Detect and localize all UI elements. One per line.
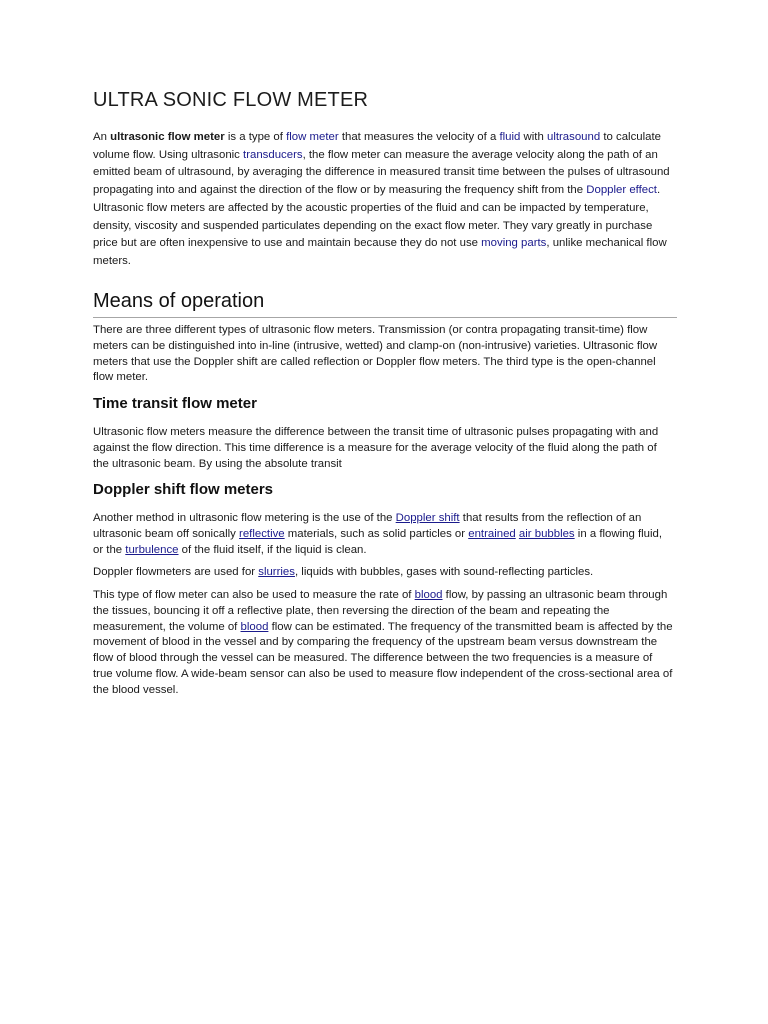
link-turbulence[interactable]: turbulence	[125, 543, 179, 556]
link-blood-2[interactable]: blood	[240, 620, 269, 633]
link-flow-meter[interactable]: flow meter	[286, 131, 339, 143]
link-blood[interactable]: blood	[414, 589, 443, 601]
link-entrained[interactable]: entrained	[468, 527, 516, 540]
page-title: ULTRA SONIC FLOW METER	[93, 89, 369, 111]
link-fluid[interactable]: fluid	[499, 131, 521, 143]
link-moving-parts[interactable]: moving parts	[481, 237, 547, 250]
doppler-paragraph-3: This type of flow meter can also be used to measure the rate of blood flow, by passing an ultrasonic beam through the tissues, bouncing it off a reflective plate, then reversing the direction of the beam and repeating the measurement, the volume of blood flow can be estimated. The frequency of the transmitted beam is affected by the movement of blood in the vessel and by comparing the frequency of the upstream beam versus downstream the flow of blood through the vessel can be measured. The difference between the two frequencies is a measure of true volume flow. A wide-beam sensor can also be used to measure flow independent of the cross-sectional area of the blood vessel.	[93, 589, 673, 696]
doppler-paragraph-1: Another method in ultrasonic flow metering is the use of the Doppler shift that results from the reflection of an ultrasonic beam off sonically reflective materials, such as solid particles or entrained air bubbles in a flowing fluid, or the turbulence of the fluid itself, if the liquid is clean.	[93, 512, 663, 556]
link-ultrasound[interactable]: ultrasound	[546, 131, 601, 143]
transit-paragraph: Ultrasonic flow meters measure the difference between the transit time of ultrasonic pulses propagating with and against the flow direction. This time difference is a measure for the average velocity of the fluid along the path of the ultrasonic beam. By using the absolute transit	[93, 426, 659, 470]
link-reflective[interactable]: reflective	[239, 527, 285, 540]
heading-means-of-operation: Means of operation	[93, 290, 677, 318]
means-paragraph: There are three different types of ultrasonic flow meters. Transmission (or contra propagating transit-time) flow meters can be distinguished into in-line (intrusive, wetted) and clamp-on (non-intrusive) varieties. Ultrasonic flow meters that use the Doppler shift are called reflection or Doppler flow meters. The third type is the open-channel flow meter.	[93, 324, 658, 384]
term-ultrasonic-flow-meter: ultrasonic flow meter	[110, 131, 225, 143]
link-doppler-effect[interactable]: Doppler effect	[586, 184, 657, 197]
link-air-bubbles[interactable]: air bubbles	[518, 527, 575, 540]
link-doppler-shift[interactable]: Doppler shift	[395, 512, 460, 524]
doppler-paragraph-2: Doppler flowmeters are used for slurries, liquids with bubbles, gases with sound-reflecting particles.	[93, 566, 594, 578]
link-slurries[interactable]: slurries	[258, 566, 295, 578]
link-transducers[interactable]: transducers	[243, 148, 303, 161]
heading-time-transit: Time transit flow meter	[93, 395, 257, 412]
heading-doppler-shift: Doppler shift flow meters	[93, 481, 274, 498]
intro-paragraph: An ultrasonic flow meter is a type of flow meter that measures the velocity of a fluid with ultrasound to calculate volume flow. Using ultrasonic transducers, the flow meter can measure the average velocity along the path of an emitted beam of ultrasound, by averaging the difference in measured transit time between the pulses of ultrasound propagating into and against the direction of the flow or by measuring the frequency shift from the Doppler effect. Ultrasonic flow meters are affected by the acoustic properties of the fluid and can be impacted by temperature, density, viscosity and suspended particulates depending on the exact flow meter. They vary greatly in purchase price but are often inexpensive to use and maintain because they do not use moving parts, unlike mechanical flow meters.	[93, 131, 670, 267]
